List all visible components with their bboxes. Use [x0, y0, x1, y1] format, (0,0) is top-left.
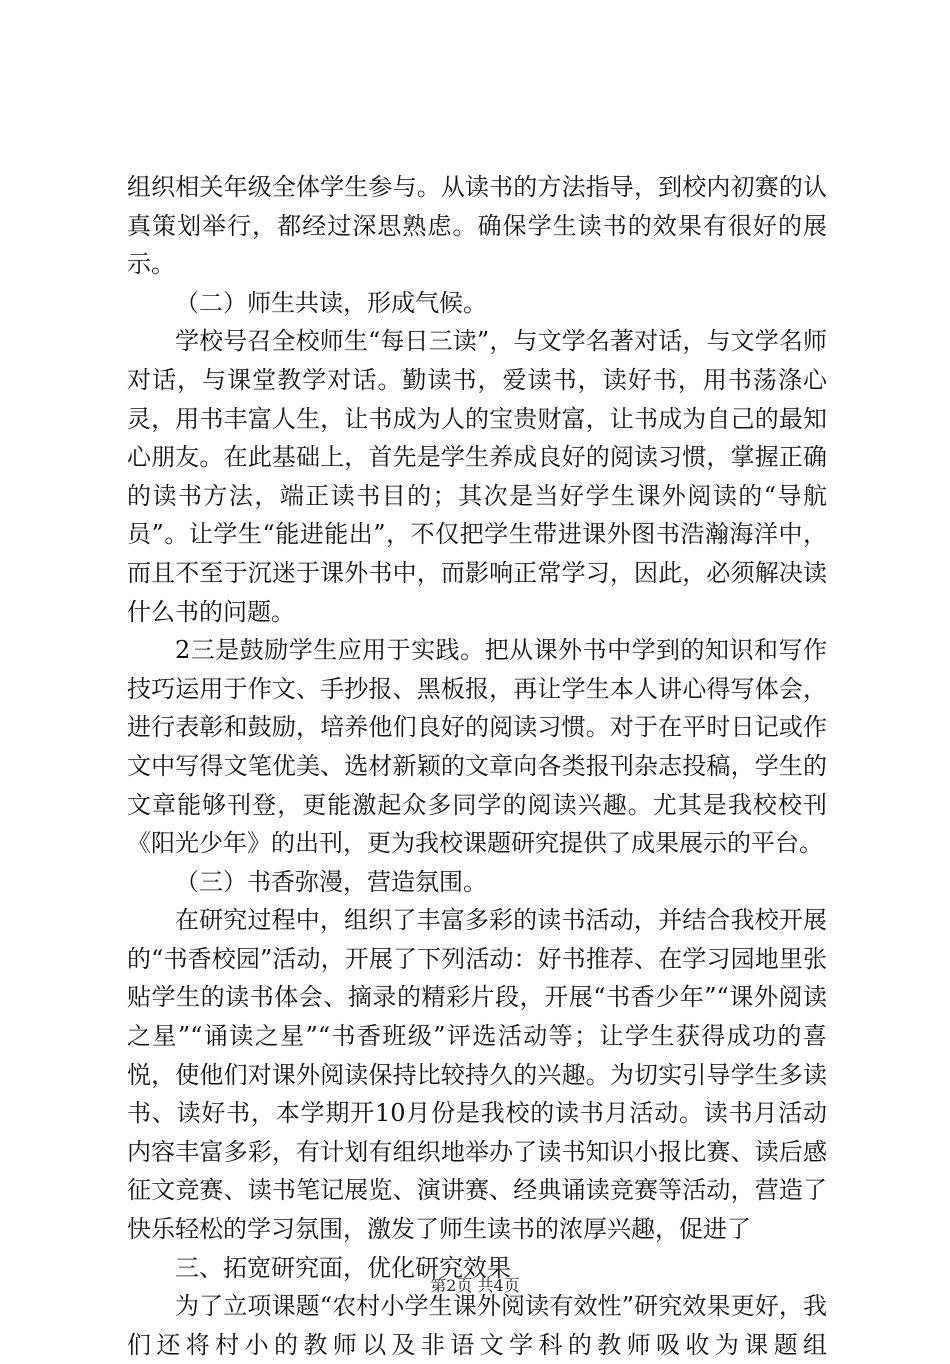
paragraph-continuation: 组织相关年级全体学生参与。从读书的方法指导，到校内初赛的认真策划举行，都经过深思熟虑。确保学生读书的效果有很好的展示。 [127, 173, 827, 279]
body-text [127, 168, 827, 1364]
section-heading-three: 三、拓宽研究面，优化研究效果 [175, 1253, 511, 1282]
page-footer: 第2页 共4页 [430, 1276, 520, 1295]
paragraph-activities: 在研究过程中，组织了丰富多彩的读书活动，并结合我校开展的“书香校园”活动，开展了下列活动：好书推荐、在学习园地里张贴学生的读书体会、摘录的精彩片段，开展“书香少年”“课外阅读之星”“诵读之星”“书香班级”评选活动等；让学生获得成功的喜悦，使他们对课外阅读保持比较持久的兴趣。为切实引导学生多读书、读好书，本学期开10月份是我校的读书月活动。读书月活动内容丰富多彩，有计划有组织地举办了读书知识小报比赛、读后感征文竞赛、读书笔记展览、演讲赛、经典诵读竞赛等活动，营造了快乐轻松的学习氛围，激发了师生读书的浓厚兴趣，促进了 [127, 906, 827, 1244]
section-heading-3: （三）书香弥漫，营造氛围。 [175, 867, 487, 896]
paragraph-practice: 2三是鼓励学生应用于实践。把从课外书中学到的知识和写作技巧运用于作文、手抄报、黑板报，再让学生本人讲心得写体会，进行表彰和鼓励，培养他们良好的阅读习惯。对于在平时日记或作文中写得文笔优美、选材新颖的文章向各类报刊杂志投稿，学生的文章能够刊登，更能激起众多同学的阅读兴趣。尤其是我校校刊《阳光少年》的出刊，更为我校课题研究提供了成果展示的平台。 [127, 636, 827, 858]
paragraph-expand-research: 为了立项课题“农村小学生课外阅读有效性”研究效果更好，我们还将村小的教师以及非语文学科的教师吸收为课题组 [127, 1292, 827, 1359]
paragraph-shared-reading: 学校号召全校师生“每日三读”，与文学名著对话，与文学名师对话，与课堂教学对话。勤读书，爱读书，读好书，用书荡涤心灵，用书丰富人生，让书成为人的宝贵财富，让书成为自己的最知心朋友。在此基础上，首先是学生养成良好的阅读习惯，掌握正确的读书方法，端正读书目的；其次是当好学生课外阅读的“导航员”。让学生“能进能出”，不仅把学生带进课外图书浩瀚海洋中，而且不至于沉迷于课外书中，而影响正常学习，因此，必须解决读什么书的问题。 [127, 327, 827, 626]
section-heading-2: （二）师生共读，形成气候。 [175, 288, 487, 317]
